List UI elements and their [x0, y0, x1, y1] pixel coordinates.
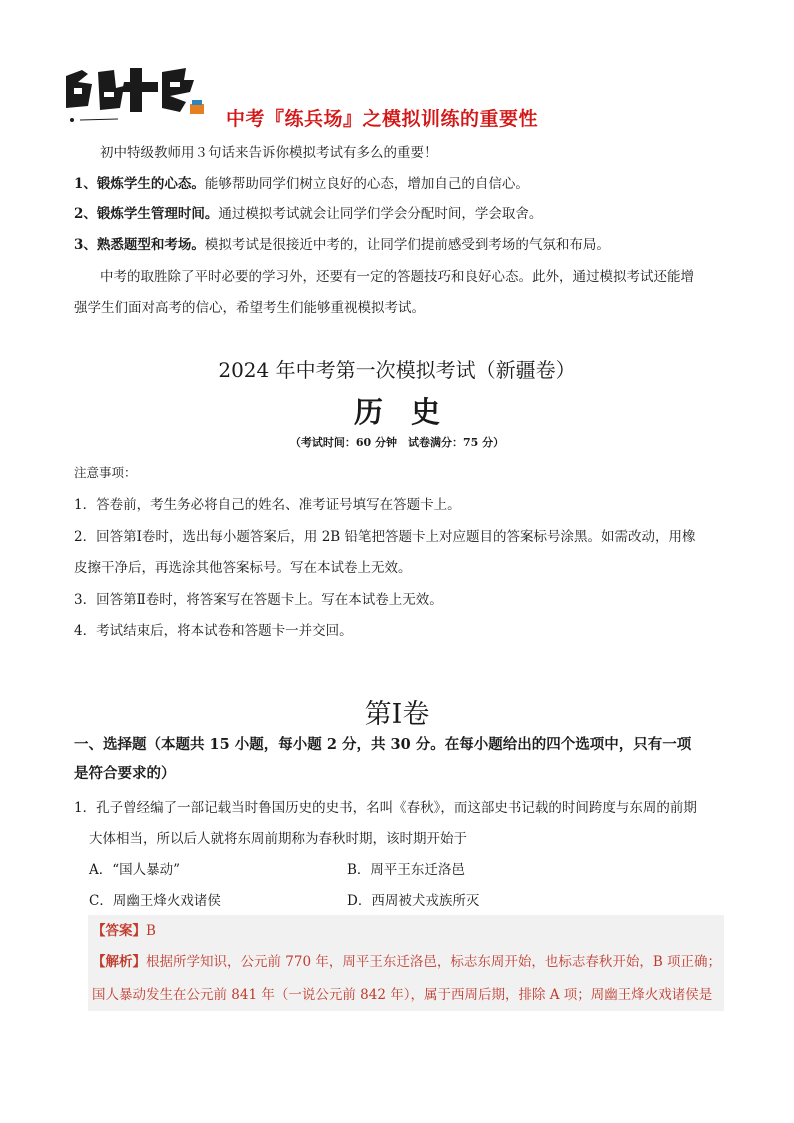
analysis-line-1: [92, 952, 721, 972]
notes-heading: 注意事项：: [74, 465, 137, 480]
notes-line-1: 1．答卷前，考生务必将自己的姓名、准考证号填写在答题卡上。: [74, 497, 461, 513]
notes-line-2: 2．回答第Ⅰ卷时，选出每小题答案后，用 2B 铅笔把答题卡上对应题目的答案标号涂黑。如需改动，用橡: [74, 529, 696, 545]
promo-point-1-label: 1、锻炼学生的心态。: [74, 176, 205, 192]
promo-point-2-text: 通过模拟考试就会让同学们学会分配时间，学会取舍。: [218, 206, 543, 222]
exam-title: 2024 年中考第一次模拟考试（新疆卷）: [218, 358, 576, 382]
logo: [58, 62, 210, 132]
analysis-text-1: 根据所学知识，公元前 770 年，周平王东迁洛邑，标志东周开始，也标志春秋开始，B 项正确；: [146, 954, 722, 970]
notes-line-5: 4．考试结束后，将本试卷和答题卡一并交回。: [74, 623, 353, 639]
analysis-label: 【解析】: [92, 954, 146, 970]
question-1-option-c: C．周幽王烽火戏诸侯: [89, 893, 221, 909]
question-1-stem-line-2: 大体相当，所以后人就将东周前期称为春秋时期，该时期开始于: [89, 831, 467, 847]
logo-graphic: [58, 62, 210, 132]
promo-closing-line-2: 强学生们面对高考的信心，希望考生们能够重视模拟考试。: [74, 300, 425, 316]
exam-subject: 历史: [353, 395, 468, 429]
notes-line-3: 皮擦干净后，再选涂其他答案标号。写在本试卷上无效。: [74, 560, 412, 576]
answer-box: [88, 915, 724, 1011]
promo-point-1-text: 能够帮助同学们树立良好的心态，增加自己的自信心。: [204, 176, 529, 192]
question-1-option-b: B．周平王东迁洛邑: [347, 862, 465, 878]
section-title: 第Ⅰ卷: [364, 699, 430, 730]
question-1-option-d: D．西周被犬戎族所灭: [347, 893, 480, 909]
answer-line: [92, 921, 156, 941]
promo-intro: 初中特级教师用３句话来告诉你模拟考试有多么的重要！: [100, 145, 438, 161]
answer-value: B: [146, 923, 156, 939]
promo-point-1: [74, 174, 529, 194]
promo-closing-line-1: 中考的取胜除了平时必要的学习外，还要有一定的答题技巧和良好心态。此外，通过模拟考试还能增: [100, 269, 694, 285]
promo-title: 中考『练兵场』之模拟训练的重要性: [226, 108, 539, 130]
notes-line-4: 3．回答第Ⅱ卷时，将答案写在答题卡上。写在本试卷上无效。: [74, 592, 443, 608]
promo-point-3-text: 模拟考试是很接近中考的，让同学们提前感受到考场的气氛和布局。: [204, 237, 610, 253]
analysis-line-2: 国人暴动发生在公元前 841 年（一说公元前 842 年），属于西周后期，排除 A 项；周幽王烽火戏诸侯是: [92, 987, 713, 1003]
question-1-stem-line-1: 1．孔子曾经编了一部记载当时鲁国历史的史书，名叫《春秋》，而这部史书记载的时间跨度与东周的前期: [74, 800, 697, 816]
question-1-option-a: A．“国人暴动”: [89, 862, 181, 878]
promo-point-2-label: 2、锻炼学生管理时间。: [74, 206, 219, 222]
exam-info: （考试时间：60 分钟 试卷满分：75 分）: [289, 436, 505, 449]
promo-point-3-label: 3、熟悉题型和考场。: [74, 237, 205, 253]
section-heading-line-2: 是符合要求的）: [74, 765, 176, 782]
section-heading-line-1: 一、选择题（本题共 15 小题，每小题 2 分，共 30 分。在每小题给出的四个选项中，只有一项: [74, 736, 692, 753]
promo-point-3: [74, 235, 610, 255]
answer-label: 【答案】: [92, 923, 146, 939]
promo-point-2: [74, 204, 542, 224]
